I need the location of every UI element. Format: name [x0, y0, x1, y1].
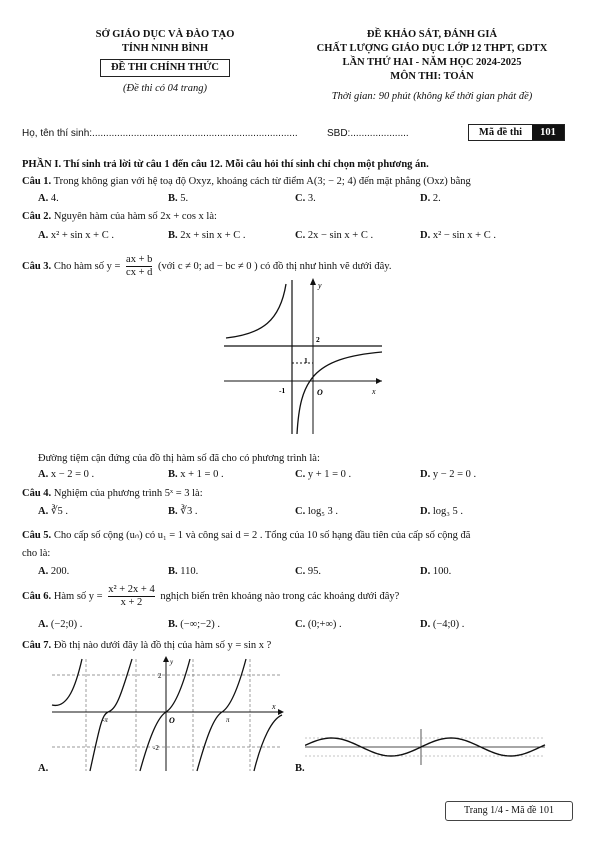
q3-curve-right	[297, 352, 382, 434]
q3-graph	[222, 276, 392, 436]
q7-opt-b-letter: B.	[295, 763, 305, 774]
q1-opt-a: A. 4.	[38, 193, 59, 204]
q1-number: Câu 1.	[22, 176, 52, 187]
q1-text: Trong không gian với hệ toạ độ Oxyz, khoảng cách từ điểm A(3; − 2; 4) đến mặt phẳng (Oxz) bằng	[53, 176, 471, 187]
q3-origin-label: O	[317, 388, 323, 397]
q3-y-arrow	[310, 278, 316, 285]
exam-code-value: 101	[532, 125, 564, 140]
q5-number: Câu 5.	[22, 530, 52, 541]
q6-number: Câu 6.	[22, 590, 52, 602]
q7a-tick-2: 2	[158, 672, 162, 680]
q3-opt-d: D. y − 2 = 0 .	[420, 469, 477, 480]
official-badge: ĐỀ THI CHÍNH THỨC	[100, 59, 230, 77]
q2-number: Câu 2.	[22, 211, 52, 222]
q3-x-label: x	[372, 387, 376, 396]
q7-number: Câu 7.	[22, 640, 52, 651]
q3-tick-1: 1	[304, 356, 308, 365]
exam-line3: LẦN THỨ HAI - NĂM HỌC 2024-2025	[342, 57, 522, 68]
page-footer: Trang 1/4 - Mã đề 101	[445, 801, 573, 821]
q4-opt-c: C. log₅ 3 .	[295, 506, 339, 517]
q1-opt-d: D. 2.	[420, 193, 441, 204]
q4-text: Nghiệm của phương trình 5ˣ = 3 là:	[53, 488, 203, 499]
q2-opt-b: B. 2x + sin x + C .	[168, 230, 246, 241]
q5-text-cont: cho là:	[22, 548, 51, 559]
q7a-origin-label: O	[169, 716, 175, 725]
exam-line1: ĐỀ KHẢO SÁT, ĐÁNH GIÁ	[366, 29, 498, 40]
q6-opt-a: A. (−2;0) .	[38, 619, 83, 630]
q5-stem	[22, 529, 470, 543]
q7-graph-b	[305, 727, 550, 767]
q7a-y-label: y	[170, 658, 174, 666]
q7a-branch-1	[52, 659, 82, 705]
q4-opt-a: A. ∛5 .	[38, 506, 69, 517]
header-right	[282, 28, 582, 104]
q7-text: Đồ thị nào dưới đây là đồ thị của hàm số y = sin x ?	[53, 640, 272, 651]
q3-opt-c: C. y + 1 = 0 .	[295, 469, 352, 480]
q2-text: Nguyên hàm của hàm số 2x + cos x là:	[53, 211, 217, 222]
q3-tick-minus1: -1	[279, 386, 286, 395]
q3-number: Câu 3.	[22, 260, 52, 272]
q7a-tick-pi: π	[226, 716, 230, 724]
q7a-branch-2	[90, 659, 132, 771]
q3-x-arrow	[376, 378, 382, 384]
q7a-tick-minus-pi: -π	[102, 716, 108, 724]
q3-stem: Câu 3. Cho hàm số y = $\frac{ax + b}{cx + d}$ (với c ≠ 0; ad − bc ≠ 0 ) có đồ thị như hình vẽ dưới đây.	[22, 254, 392, 278]
sbd-field: SBD:.....................	[327, 128, 409, 139]
q1-opt-b: B. 5.	[168, 193, 189, 204]
dept-line1: SỞ GIÁO DỤC VÀ ĐÀO TẠO	[95, 29, 235, 40]
q7a-x-label: x	[272, 702, 276, 711]
q3-question: Đường tiệm cận đứng của đồ thị hàm số đã cho có phương trình là:	[38, 453, 320, 464]
q2-stem	[22, 210, 217, 224]
dept-line2: TỈNH NINH BÌNH	[121, 43, 209, 54]
q7-graph-a	[50, 655, 290, 773]
q6-opt-c: C. (0;+∞) .	[295, 619, 342, 630]
q3-fraction: $\frac{ax + b}{cx + d}$	[126, 254, 153, 278]
exam-line2: CHẤT LƯỢNG GIÁO DỤC LỚP 12 THPT, GDTX	[316, 43, 548, 54]
q7-opt-a-letter: A.	[38, 763, 49, 774]
q1-stem	[22, 175, 471, 189]
q5-text: Cho cấp số cộng (uₙ) có u₁ = 1 và công sai d = 2 . Tổng của 10 số hạng đầu tiên của cấp số cộng đã	[53, 530, 471, 541]
q3-opt-b: B. x + 1 = 0 .	[168, 469, 224, 480]
q5-opt-a: A. 200.	[38, 566, 70, 577]
q7a-tick-minus2: -2	[153, 744, 159, 752]
q4-opt-b: B. ∛3 .	[168, 506, 198, 517]
q3-tick-2: 2	[316, 335, 320, 344]
exam-line4: MÔN THI: TOÁN	[390, 71, 474, 82]
q2-opt-c: C. 2x − sin x + C .	[295, 230, 374, 241]
header-left	[55, 28, 275, 96]
q6-opt-b: B. (−∞;−2) .	[168, 619, 221, 630]
q4-number: Câu 4.	[22, 488, 52, 499]
q5-opt-d: D. 100.	[420, 566, 452, 577]
q7a-branch-3	[140, 659, 190, 771]
exam-time: Thời gian: 90 phút (không kể thời gian phát đề)	[331, 91, 533, 102]
q4-stem	[22, 487, 203, 501]
q5-opt-b: B. 110.	[168, 566, 199, 577]
q7a-branch-4	[197, 659, 246, 771]
q2-opt-a: A. x² + sin x + C .	[38, 230, 114, 241]
student-name-field: Họ, tên thí sinh:..........................................................................	[22, 128, 298, 139]
q2-opt-d: D. x² − sin x + C .	[420, 230, 496, 241]
part1-title: PHẦN I. Thí sinh trả lời từ câu 1 đến câu 12. Mỗi câu hỏi thí sinh chỉ chọn một phương án.	[22, 159, 429, 170]
exam-code-box	[468, 124, 565, 141]
q3-y-label: y	[318, 281, 322, 290]
q6-opt-d: D. (−4;0) .	[420, 619, 465, 630]
q5-opt-c: C. 95.	[295, 566, 321, 577]
q6-fraction: $\frac{\text{x² + 2x + 4}}{x + 2}$	[108, 584, 155, 608]
q6-stem: Câu 6. Hàm số y = $\frac{\text{x² + 2x + 4}}{x + 2}$ nghịch biến trên khoảng nào trong các khoảng dưới đây?	[22, 584, 400, 608]
q7-stem	[22, 639, 271, 653]
pages-note: (Đề thi có 04 trang)	[123, 83, 207, 94]
exam-code-label: Mã đề thi	[478, 127, 523, 138]
q3-opt-a: A. x − 2 = 0 .	[38, 469, 95, 480]
q4-opt-d: D. log₃ 5 .	[420, 506, 464, 517]
q1-opt-c: C. 3.	[295, 193, 316, 204]
q7a-branch-5	[254, 715, 282, 771]
q3-curve-left	[226, 284, 286, 338]
